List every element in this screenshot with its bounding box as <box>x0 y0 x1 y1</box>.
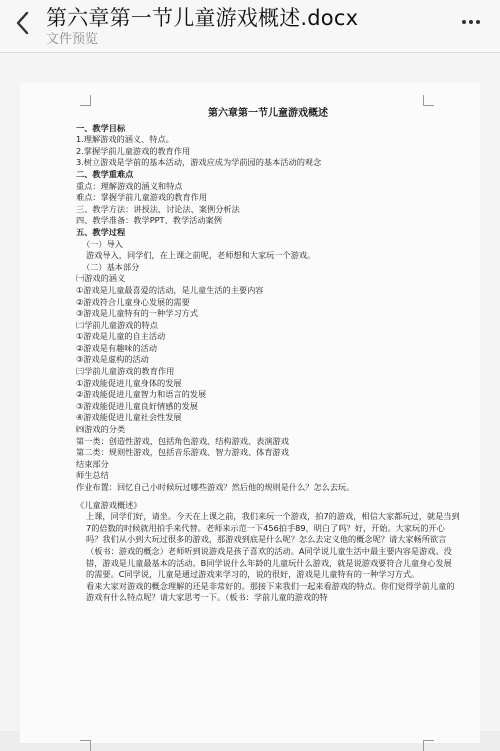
doc-line: ③游戏是儿童特有的一种学习方式 <box>76 308 198 319</box>
doc-line: ②游戏是有趣味的活动 <box>76 342 158 353</box>
doc-line: ③游戏是虚构的活动 <box>76 354 149 365</box>
doc-line: 重点：理解游戏的涵义和特点 <box>76 180 183 191</box>
doc-line: 第二类：规则性游戏，包括音乐游戏、智力游戏、体育游戏 <box>76 447 289 458</box>
doc-line: 师生总结 <box>76 470 109 481</box>
file-preview-label: 文件预览 <box>46 32 99 47</box>
doc-line: ①游戏能促进儿童身体的发展 <box>76 377 182 388</box>
file-title: 第六章第一节儿童游戏概述.docx <box>46 6 359 30</box>
crop-mark <box>423 740 434 751</box>
document-title: 第六章第一节儿童游戏概述 <box>208 108 328 119</box>
doc-line: 难点：掌握学前儿童游戏的教育作用 <box>76 192 208 203</box>
crop-mark <box>80 95 91 106</box>
doc-line: 五、教学过程 <box>76 226 126 237</box>
doc-line: 2.掌握学前儿童游戏的教育作用 <box>76 145 191 156</box>
article-title: 《儿童游戏概述》 <box>76 499 142 510</box>
doc-line: 三、教学方法：讲授法、讨论法、案例分析法 <box>76 203 240 214</box>
doc-line: ㈣游戏的分类 <box>76 424 126 435</box>
more-options-button[interactable] <box>460 8 482 36</box>
doc-line: ②游戏能促进儿童智力和语言的发展 <box>76 389 207 400</box>
more-dots-icon <box>461 19 481 25</box>
back-button[interactable] <box>8 8 36 38</box>
doc-line: 3.树立游戏是学前的基本活动，游戏应成为学前园的基本活动的观念 <box>76 157 322 168</box>
doc-line: ㈢学前儿童游戏的教育作用 <box>76 366 175 377</box>
doc-line: ㈡学前儿童游戏的特点 <box>76 319 158 330</box>
doc-line: ①游戏是儿童最喜爱的活动，是儿童生活的主要内容 <box>76 284 264 295</box>
doc-line: 游戏导入，同学们，在上课之前呢，老师想和大家玩一个游戏。 <box>86 250 316 261</box>
document-page <box>20 83 480 743</box>
chevron-left-icon <box>15 11 29 35</box>
doc-line: 一、教学目标 <box>76 122 126 133</box>
doc-line: （二）基本部分 <box>82 261 140 272</box>
doc-line: ①游戏是儿童的自主活动 <box>76 331 166 342</box>
doc-line: 第一类：创造性游戏，包括角色游戏、结构游戏、表演游戏 <box>76 435 289 446</box>
doc-line: ④游戏能促进儿童社会性发展 <box>76 412 182 423</box>
doc-line: ②游戏符合儿童身心发展的需要 <box>76 296 190 307</box>
doc-line: 结束部分 <box>76 458 109 469</box>
doc-line: 作业布置：回忆自己小时候玩过哪些游戏？然后他的规则是什么？怎么去玩。 <box>76 482 355 492</box>
doc-line: （一）导入 <box>82 238 123 249</box>
doc-line: ㈠游戏的涵义 <box>76 273 126 284</box>
doc-line: ③游戏能促进儿童良好情感的发展 <box>76 400 198 411</box>
document-viewer[interactable] <box>0 53 500 731</box>
crop-mark <box>80 740 91 751</box>
article-paragraph: 看来大家对游戏的概念理解的还是非常好的。那接下来我们一起来看游戏的特点。你们觉得学前儿童的游戏有什么特点呢？请大家思考一下。（板书：学前儿童的游戏的特 <box>86 580 455 603</box>
doc-line: 二、教学重难点 <box>76 168 134 179</box>
article-paragraph: 上课，同学们好，请坐。今天在上课之前，我们来玩一个游戏，拍7的游戏，相信大家都玩过，就是当到7的倍数的时候就用拍手来代替。老师来示范一下456拍手89，明白了吗？好，开始。大家玩的开心吗？我们从小到大玩过很多的游戏，那游戏到底是什么呢？怎么去定义他的概念呢？请大家畅所欲言（板书：游戏的概念）老师听到说游戏是孩子喜欢的活动。A同学说儿童生活中最主要内容是游戏。没错，游戏是儿童最基本的活动。B同学说什么年龄的儿童玩什么游戏，就是说游戏要符合儿童身心发展的需要。C同学说，儿童是通过游戏来学习的，说的很好，游戏是儿童特有的一种学习方式。 <box>86 511 460 580</box>
doc-line: 四、教学准备：教学PPT、教学活动案例 <box>76 215 222 226</box>
document-content <box>76 108 460 604</box>
crop-mark <box>423 95 434 106</box>
doc-line: 1.理解游戏的涵义、特点。 <box>76 134 174 145</box>
app-header <box>0 0 500 53</box>
